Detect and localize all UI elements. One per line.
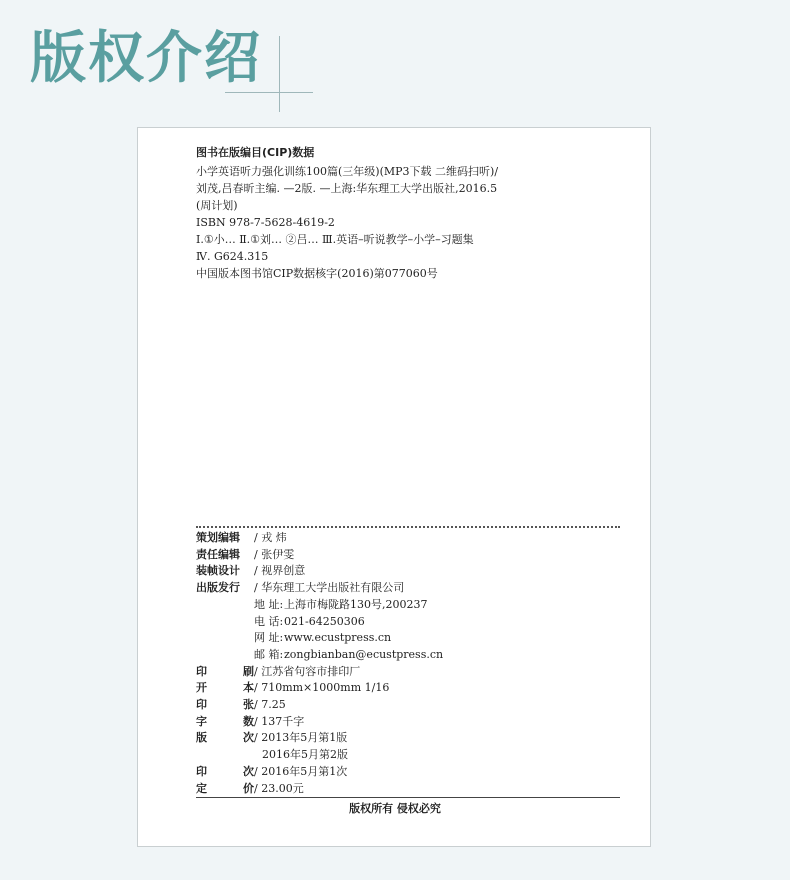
printing-value: / 2016年5月第1次 [254, 764, 348, 778]
divider-vertical [279, 36, 280, 112]
address-label: 地 址: [254, 597, 284, 611]
planner-value: / 戎 炜 [254, 531, 287, 544]
edition-label: 版 次 [196, 731, 254, 745]
design-value: / 视界创意 [254, 564, 306, 578]
dotted-divider [196, 526, 620, 528]
email-row [196, 647, 636, 664]
edition-value-2: 2016年5月第2版 [262, 748, 348, 762]
phone-label: 电 话: [254, 614, 284, 628]
format-row [196, 680, 636, 697]
edition-row [196, 730, 636, 747]
planner-label: 策划编辑 [196, 531, 240, 544]
editor-row [196, 547, 636, 564]
price-label: 定 价 [196, 781, 254, 795]
edition-row-2 [196, 747, 636, 764]
sheets-value: / 7.25 [254, 698, 286, 712]
rights-divider [196, 797, 620, 798]
cip-line: 中国版本图书馆CIP数据核字(2016)第077060号 [196, 267, 438, 280]
address-row [196, 597, 636, 614]
address-value: 上海市梅陇路130号,200237 [284, 597, 428, 611]
cip-line: 小学英语听力强化训练100篇(三年级)(MP3下载 二维码扫听)/ [196, 165, 499, 178]
email-label: 邮 箱: [254, 647, 284, 661]
printer-row [196, 664, 636, 681]
page-title: 版权介绍 [30, 26, 262, 91]
printer-label: 印 刷 [196, 664, 254, 678]
copyright-page [137, 127, 651, 847]
publisher-label: 出版发行 [196, 581, 240, 595]
website-label: 网 址: [254, 631, 284, 645]
price-value: / 23.00元 [254, 781, 304, 795]
cip-line: (周计划) [196, 199, 238, 212]
phone-row [196, 614, 636, 631]
cip-line: 刘茂,吕春昕主编. —2版. —上海:华东理工大学出版社,2016.5 [196, 182, 498, 195]
copyright-notice: 版权所有 侵权必究 [349, 802, 441, 815]
website-value: www.ecustpress.cn [284, 631, 392, 645]
cip-line: Ⅰ.①小… Ⅱ.①刘… ②吕… Ⅲ.英语–听说教学–小学–习题集 [196, 233, 474, 246]
publication-info [196, 530, 636, 797]
format-label: 开 本 [196, 681, 254, 695]
sheets-label: 印 张 [196, 698, 254, 712]
planner-row [196, 530, 636, 547]
email-value: zongbianban@ecustpress.cn [284, 647, 444, 661]
cip-line: Ⅳ. G624.315 [196, 250, 269, 263]
edition-value: / 2013年5月第1版 [254, 731, 348, 745]
words-label: 字 数 [196, 714, 254, 728]
words-value: / 137千字 [254, 714, 305, 728]
printing-label: 印 次 [196, 764, 254, 778]
cip-line: ISBN 978-7-5628-4619-2 [196, 216, 335, 229]
words-row [196, 714, 636, 731]
editor-label: 责任编辑 [196, 547, 240, 561]
design-row [196, 563, 636, 580]
cip-block [196, 144, 636, 282]
publisher-value: / 华东理工大学出版社有限公司 [254, 581, 405, 595]
sheets-row [196, 697, 636, 714]
design-label: 装帧设计 [196, 564, 240, 578]
phone-value: 021-64250306 [284, 614, 365, 628]
cip-heading: 图书在版编目(CIP)数据 [196, 146, 315, 159]
printer-value: / 江苏省句容市排印厂 [254, 664, 361, 678]
editor-value: / 张伊雯 [254, 547, 295, 561]
format-value: / 710mm×1000mm 1/16 [254, 681, 390, 695]
website-row [196, 630, 636, 647]
price-row [196, 781, 636, 798]
publisher-row [196, 580, 636, 597]
divider-horizontal [225, 92, 313, 93]
printing-row [196, 764, 636, 781]
